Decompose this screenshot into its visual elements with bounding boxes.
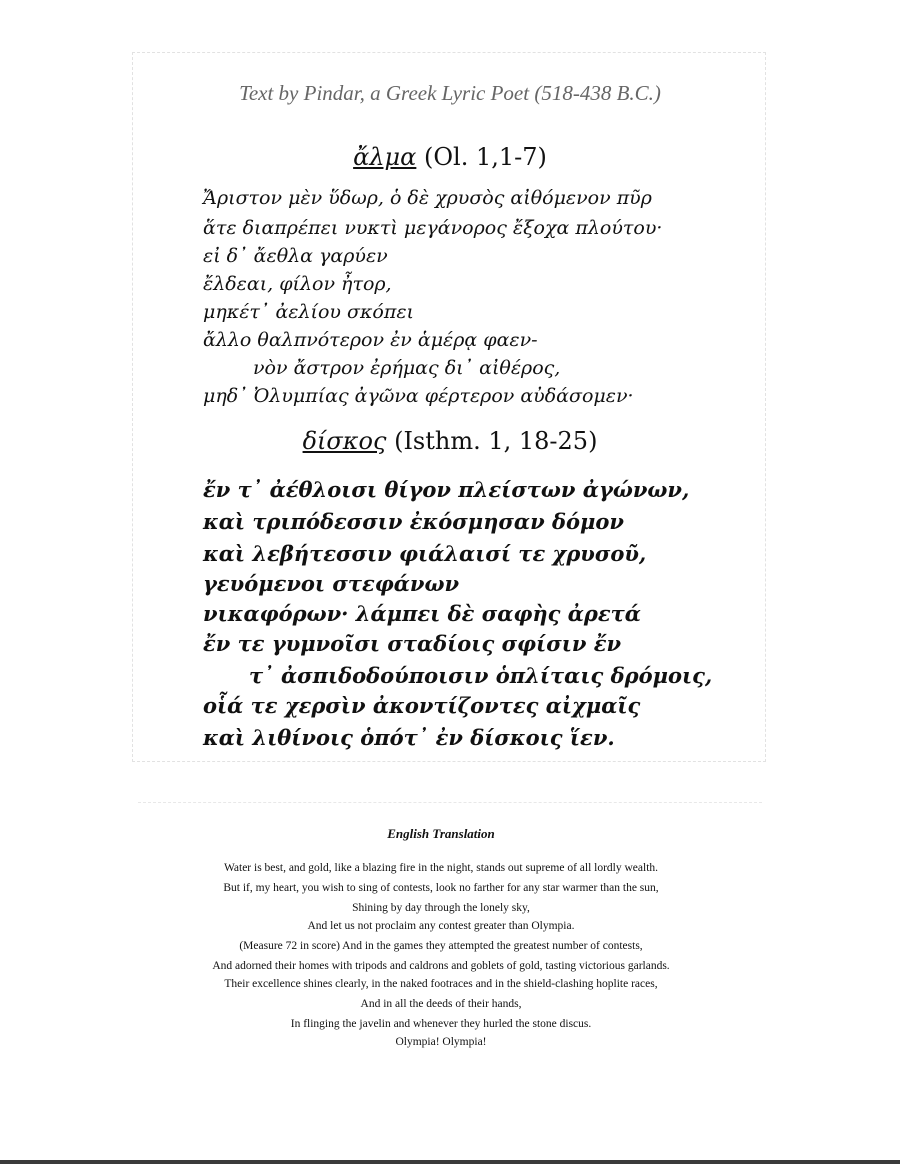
section-title-alma: [133, 143, 767, 171]
greek-line: ἔν τ᾽ ἀέθλοισι θίγον πλείστων ἀγώνων,: [203, 477, 690, 502]
section-title-name: ἄλμα: [353, 143, 417, 171]
greek-line: Ἄριστον μὲν ὕδωρ, ὁ δὲ χρυσὸς αἰθόμενον πῦρ: [203, 187, 652, 209]
greek-line: καὶ λιθίνοις ὁπότ᾽ ἐν δίσκοις ἵεν.: [203, 725, 615, 750]
translation-line: Olympia! Olympia!: [395, 1036, 487, 1048]
greek-text-panel: [132, 52, 766, 762]
translation-line: And let us not proclaim any contest greater than Olympia.: [307, 920, 575, 932]
translation-line: And in all the deeds of their hands,: [360, 998, 522, 1010]
greek-line: οἷά τε χερσὶν ἀκοντίζοντες αἰχμαῖς: [203, 693, 641, 718]
translation-line: Shining by day through the lonely sky,: [352, 902, 530, 914]
greek-line: ἄλλο θαλπνότερον ἐν ἁμέρᾳ φαεν-: [203, 329, 538, 351]
translation-line: In flinging the javelin and whenever they hurled the stone discus.: [290, 1018, 592, 1030]
greek-line: νὸν ἄστρον ἐρήμας δι᾽ αἰθέρος,: [253, 357, 561, 379]
translation-title: English Translation: [387, 826, 495, 841]
translation-line: But if, my heart, you wish to sing of contests, look no farther for any star warmer than the sun,: [223, 882, 659, 894]
page-header: Text by Pindar, a Greek Lyric Poet (518-438 B.C.): [239, 81, 661, 105]
greek-line: ἔν τε γυμνοῖσι σταδίοις σφίσιν ἔν: [203, 631, 622, 656]
section-title-reference: (Isthm. 1, 18-25): [394, 427, 598, 455]
greek-line: ἅτε διαπρέπει νυκτὶ μεγάνορος ἔξοχα πλούτου·: [203, 217, 663, 239]
greek-line: τ᾽ ἀσπιδοδούποισιν ὁπλίταις δρόμοις,: [249, 663, 713, 688]
translation-line: Water is best, and gold, like a blazing fire in the night, stands out supreme of all lordly wealth.: [223, 862, 659, 874]
section-title-reference: (Ol. 1,1-7): [423, 143, 547, 171]
section-title-diskos: [133, 427, 767, 455]
greek-line: καὶ τριπόδεσσιν ἐκόσμησαν δόμον: [203, 509, 624, 534]
section-title-name: δίσκος: [302, 427, 387, 455]
greek-line: γευόμενοι στεφάνων: [203, 571, 460, 596]
greek-line: μηκέτ᾽ ἀελίου σκόπει: [203, 301, 414, 323]
greek-line: μηδ᾽ Ὀλυμπίας ἀγῶνα φέρτερον αὐδάσομεν·: [203, 385, 634, 407]
page-bottom-edge: [0, 1160, 900, 1164]
translation-line: Their excellence shines clearly, in the naked footraces and in the shield-clashing hoplite races,: [224, 978, 658, 990]
greek-line: ἔλδεαι, φίλον ἦτορ,: [203, 273, 392, 295]
translation-line: (Measure 72 in score) And in the games they attempted the greatest number of contests,: [239, 940, 643, 952]
section-divider: [138, 802, 762, 803]
greek-line: νικαφόρων· λάμπει δὲ σαφὴς ἀρετά: [203, 601, 641, 626]
greek-line: καὶ λεβήτεσσιν φιάλαισί τε χρυσοῦ,: [203, 541, 647, 566]
greek-line: εἰ δ᾽ ἄεθλα γαρύεν: [203, 245, 388, 267]
translation-line: And adorned their homes with tripods and caldrons and goblets of gold, tasting victorious garlands.: [212, 960, 670, 972]
